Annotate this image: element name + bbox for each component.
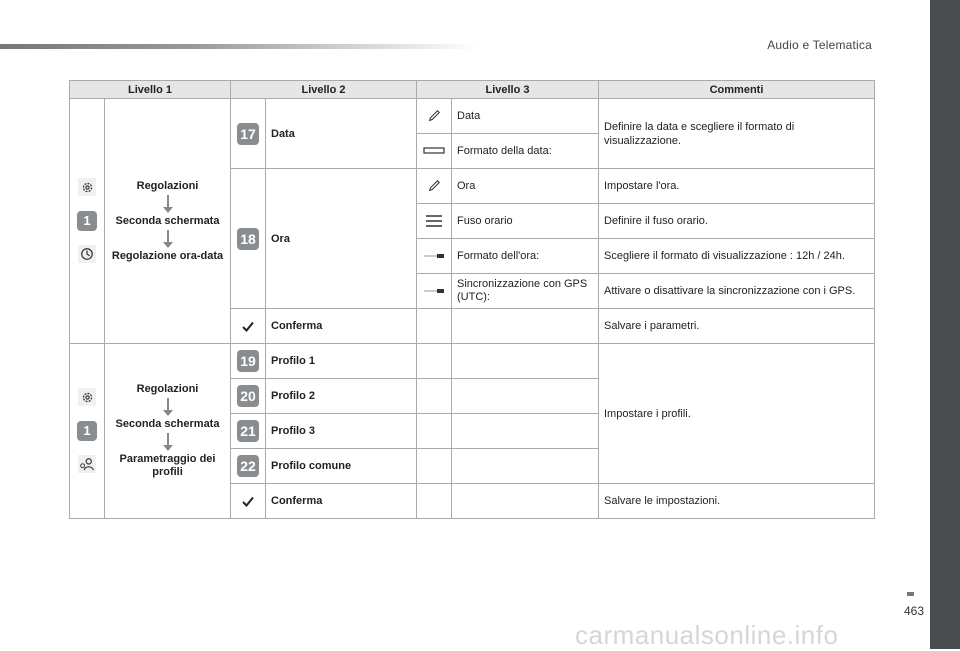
item-number-badge: 19 bbox=[237, 350, 259, 372]
level2-label: Profilo comune bbox=[266, 449, 417, 484]
level2-label: Ora bbox=[266, 169, 417, 309]
comment-cell: Definire il fuso orario. bbox=[599, 204, 875, 239]
empty-cell bbox=[417, 379, 452, 414]
col-header-level2: Livello 2 bbox=[231, 81, 417, 99]
level3-label: Fuso orario bbox=[452, 204, 599, 239]
level2-num-cell bbox=[231, 379, 266, 414]
empty-cell bbox=[452, 414, 599, 449]
page-marker bbox=[907, 592, 914, 596]
gear-icon bbox=[78, 178, 96, 196]
level3-label: Data bbox=[452, 99, 599, 134]
watermark: carmanualsonline.info bbox=[575, 620, 839, 650]
level2-num-cell bbox=[231, 449, 266, 484]
empty-cell bbox=[417, 414, 452, 449]
path-step: Regolazione ora-data bbox=[111, 249, 224, 262]
step-badge: 1 bbox=[77, 421, 97, 441]
level3-label: Formato dell'ora: bbox=[452, 239, 599, 274]
checkmark-icon bbox=[231, 309, 266, 344]
empty-cell bbox=[452, 309, 599, 344]
table-header-row bbox=[70, 81, 875, 99]
level1-path-cell bbox=[105, 344, 231, 519]
empty-cell bbox=[417, 449, 452, 484]
col-header-level3: Livello 3 bbox=[417, 81, 599, 99]
profile-icon bbox=[78, 455, 96, 473]
list-icon bbox=[417, 204, 452, 239]
empty-cell bbox=[417, 484, 452, 519]
path-step: Regolazioni bbox=[136, 179, 199, 192]
item-number-badge: 20 bbox=[237, 385, 259, 407]
comment-cell: Impostare l'ora. bbox=[599, 169, 875, 204]
level2-label: Profilo 1 bbox=[266, 344, 417, 379]
toggle-icon bbox=[417, 239, 452, 274]
checkmark-icon bbox=[231, 484, 266, 519]
down-arrow-icon bbox=[167, 398, 169, 410]
item-number-badge: 21 bbox=[237, 420, 259, 442]
level3-label: Formato della data: bbox=[452, 134, 599, 169]
level1-icons-cell bbox=[70, 344, 105, 519]
empty-cell bbox=[417, 344, 452, 379]
comment-cell: Attivare o disattivare la sincronizzazione con i GPS. bbox=[599, 274, 875, 309]
level2-num-cell bbox=[231, 414, 266, 449]
path-step: Seconda schermata bbox=[115, 418, 220, 430]
step-badge: 1 bbox=[77, 211, 97, 231]
item-number-badge: 22 bbox=[237, 455, 259, 477]
toggle-icon bbox=[417, 274, 452, 309]
header-rule bbox=[0, 44, 480, 49]
level2-label: Profilo 2 bbox=[266, 379, 417, 414]
side-tab-bar bbox=[930, 0, 960, 649]
empty-cell bbox=[452, 344, 599, 379]
table-row bbox=[70, 344, 875, 379]
col-header-level1: Livello 1 bbox=[70, 81, 231, 99]
comment-cell: Definire la data e scegliere il formato di visualizzazione. bbox=[599, 99, 875, 169]
comment-cell: Salvare le impostazioni. bbox=[599, 484, 875, 519]
empty-cell bbox=[452, 449, 599, 484]
level2-label: Profilo 3 bbox=[266, 414, 417, 449]
empty-cell bbox=[417, 309, 452, 344]
section-title: Audio e Telematica bbox=[767, 38, 872, 52]
path-step: Seconda schermata bbox=[115, 214, 220, 227]
page-number: 463 bbox=[903, 604, 924, 618]
table-row bbox=[70, 99, 875, 134]
comment-cell: Salvare i parametri. bbox=[599, 309, 875, 344]
level2-num-cell bbox=[231, 99, 266, 169]
down-arrow-icon bbox=[167, 230, 169, 242]
down-arrow-icon bbox=[167, 433, 169, 445]
comment-cell: Scegliere il formato di visualizzazione : 12h / 24h. bbox=[599, 239, 875, 274]
pencil-icon bbox=[417, 99, 452, 134]
comment-cell: Impostare i profili. bbox=[599, 344, 875, 484]
level1-path-cell bbox=[105, 99, 231, 344]
format-bar-icon bbox=[417, 134, 452, 169]
down-arrow-icon bbox=[167, 195, 169, 207]
level2-num-cell bbox=[231, 344, 266, 379]
level1-icons-cell bbox=[70, 99, 105, 344]
confirm-label: Conferma bbox=[266, 309, 417, 344]
level3-label: Ora bbox=[452, 169, 599, 204]
path-step: Regolazioni bbox=[136, 383, 199, 395]
item-number-badge: 17 bbox=[237, 123, 259, 145]
level3-label: Sincronizzazione con GPS (UTC): bbox=[452, 274, 599, 309]
item-number-badge: 18 bbox=[237, 228, 259, 250]
level2-label: Data bbox=[266, 99, 417, 169]
gear-icon bbox=[78, 388, 96, 406]
col-header-comments: Commenti bbox=[599, 81, 875, 99]
menu-table bbox=[69, 80, 875, 519]
confirm-label: Conferma bbox=[266, 484, 417, 519]
pencil-icon bbox=[417, 169, 452, 204]
clock-icon bbox=[78, 245, 96, 263]
level2-num-cell bbox=[231, 169, 266, 309]
empty-cell bbox=[452, 484, 599, 519]
path-step: Parametraggio dei profili bbox=[119, 453, 216, 478]
empty-cell bbox=[452, 379, 599, 414]
